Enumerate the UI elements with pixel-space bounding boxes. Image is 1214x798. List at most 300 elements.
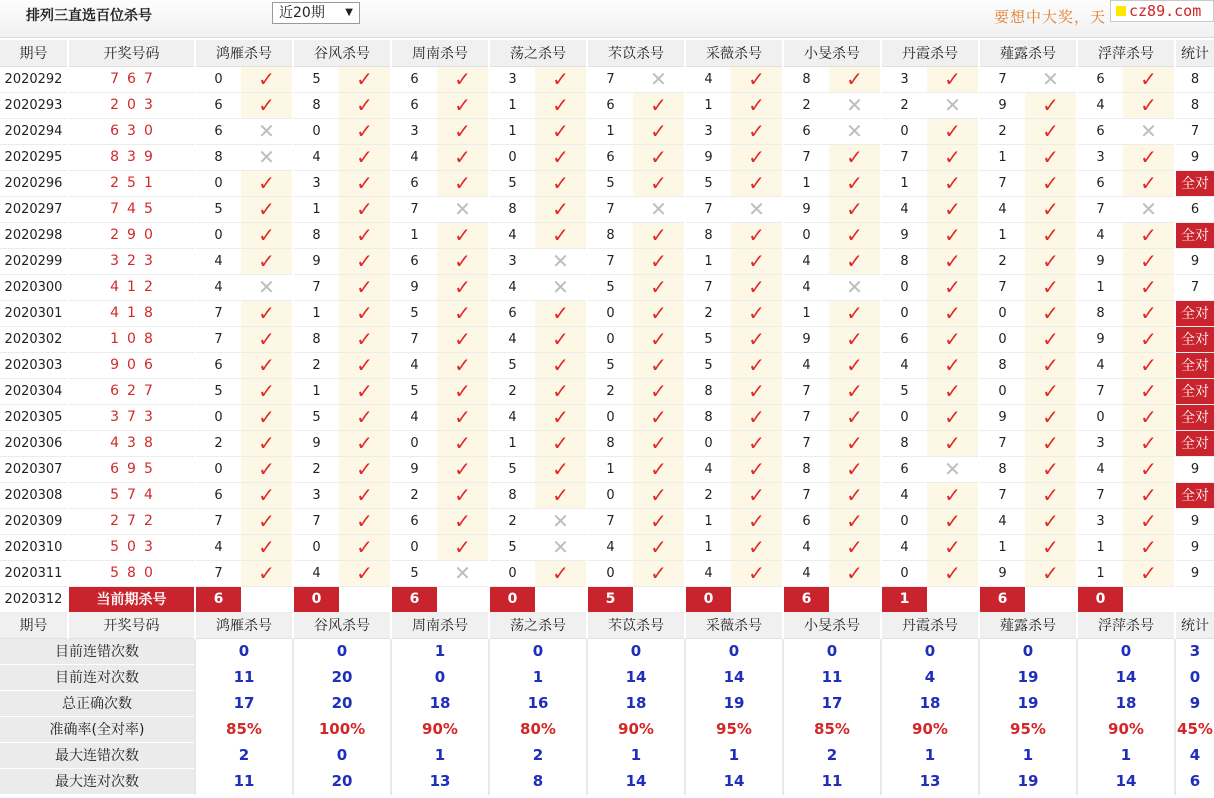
kill-number: 7: [1077, 196, 1123, 222]
kill-number: 4: [391, 144, 437, 170]
summary-value: 95%: [685, 716, 783, 742]
kill-number: 0: [587, 326, 633, 352]
table-row: [0, 66, 1214, 92]
kill-number: 0: [881, 404, 927, 430]
kill-number: 6: [1077, 66, 1123, 92]
kill-number: 5: [195, 196, 241, 222]
kill-number: 1: [881, 170, 927, 196]
cross-icon: ✕: [1123, 196, 1175, 222]
check-icon: ✓: [927, 560, 979, 586]
check-icon: ✓: [633, 430, 685, 456]
issue-number: 2020299: [0, 248, 68, 274]
check-icon: ✓: [633, 352, 685, 378]
summary-value: 18: [1077, 690, 1175, 716]
check-icon: ✓: [241, 352, 293, 378]
col-expert-header: 丹霞杀号: [881, 40, 979, 66]
check-icon: ✓: [535, 560, 587, 586]
kill-number: 7: [979, 274, 1025, 300]
kill-number: 7: [195, 508, 241, 534]
kill-number: 4: [881, 196, 927, 222]
cross-icon: ✕: [829, 92, 881, 118]
check-icon: ✓: [1123, 300, 1175, 326]
summary-stat-value: 4: [1175, 742, 1214, 768]
cross-icon: ✕: [1123, 118, 1175, 144]
kill-number: 7: [293, 274, 339, 300]
check-icon: ✓: [1123, 170, 1175, 196]
summary-value: 20: [293, 768, 391, 794]
kill-number: 0: [979, 300, 1025, 326]
check-icon: ✓: [535, 222, 587, 248]
kill-number: 3: [293, 170, 339, 196]
check-icon: ✓: [1025, 508, 1077, 534]
kill-number: 4: [391, 352, 437, 378]
check-icon: ✓: [633, 170, 685, 196]
check-icon: ✓: [1123, 508, 1175, 534]
col-issue-header: 期号: [0, 612, 68, 638]
check-icon: ✓: [339, 170, 391, 196]
col-expert-header: 芣苡杀号: [587, 40, 685, 66]
check-icon: ✓: [829, 352, 881, 378]
kill-number: 3: [1077, 508, 1123, 534]
summary-value: 1: [685, 742, 783, 768]
summary-value: 14: [1077, 768, 1175, 794]
kill-number: 7: [979, 66, 1025, 92]
kill-number: 4: [881, 482, 927, 508]
col-expert-header: 鸿雁杀号: [195, 612, 293, 638]
check-icon: ✓: [633, 534, 685, 560]
header-row: [0, 612, 1214, 638]
issue-number: 2020306: [0, 430, 68, 456]
summary-row: [0, 690, 1214, 716]
summary-value: 90%: [391, 716, 489, 742]
top-bar: [0, 0, 1214, 38]
check-icon: ✓: [535, 352, 587, 378]
kill-number: 6: [195, 352, 241, 378]
check-icon: ✓: [339, 248, 391, 274]
check-icon: ✓: [241, 378, 293, 404]
check-icon: ✓: [339, 222, 391, 248]
summary-label: 最大连错次数: [0, 742, 195, 768]
check-icon: ✓: [241, 456, 293, 482]
check-icon: ✓: [535, 118, 587, 144]
col-expert-header: 周南杀号: [391, 40, 489, 66]
summary-value: 16: [489, 690, 587, 716]
cross-icon: ✕: [927, 92, 979, 118]
col-expert-header: 小旻杀号: [783, 40, 881, 66]
table-row: [0, 274, 1214, 300]
check-icon: ✓: [339, 482, 391, 508]
check-icon: ✓: [339, 352, 391, 378]
kill-number: 8: [1077, 300, 1123, 326]
check-icon: ✓: [927, 248, 979, 274]
kill-number: 3: [489, 66, 535, 92]
summary-value: 11: [195, 768, 293, 794]
kill-number: 5: [685, 326, 731, 352]
summary-value: 90%: [587, 716, 685, 742]
current-kill-empty: [731, 586, 783, 612]
col-expert-header: 谷风杀号: [293, 612, 391, 638]
summary-stat-value: 3: [1175, 638, 1214, 664]
kill-number: 4: [1077, 456, 1123, 482]
kill-number: 0: [685, 430, 731, 456]
check-icon: ✓: [731, 274, 783, 300]
cross-icon: ✕: [535, 508, 587, 534]
draw-number: 323: [68, 248, 195, 274]
kill-number: 8: [881, 248, 927, 274]
table-row: [0, 144, 1214, 170]
period-select[interactable]: [272, 2, 360, 24]
check-icon: ✓: [829, 222, 881, 248]
summary-value: 13: [391, 768, 489, 794]
check-icon: ✓: [1025, 196, 1077, 222]
issue-number: 2020298: [0, 222, 68, 248]
kill-number: 9: [979, 404, 1025, 430]
kill-number: 0: [293, 534, 339, 560]
current-stat-empty: [1175, 586, 1214, 612]
kill-number: 1: [489, 430, 535, 456]
all-correct-badge: 全对: [1175, 170, 1214, 196]
summary-value: 18: [587, 690, 685, 716]
check-icon: ✓: [927, 352, 979, 378]
draw-number: 574: [68, 482, 195, 508]
correct-count: 7: [1175, 274, 1214, 300]
summary-value: 1: [489, 664, 587, 690]
check-icon: ✓: [633, 404, 685, 430]
kill-number: 0: [489, 144, 535, 170]
kill-number: 2: [979, 118, 1025, 144]
table-row: [0, 456, 1214, 482]
kill-number: 8: [293, 92, 339, 118]
check-icon: ✓: [927, 404, 979, 430]
check-icon: ✓: [339, 196, 391, 222]
current-kill-empty: [1123, 586, 1175, 612]
kill-number: 5: [489, 352, 535, 378]
kill-number: 1: [685, 508, 731, 534]
check-icon: ✓: [633, 144, 685, 170]
col-expert-header: 芣苡杀号: [587, 612, 685, 638]
check-icon: ✓: [437, 222, 489, 248]
summary-label: 目前连错次数: [0, 638, 195, 664]
kill-number: 3: [881, 66, 927, 92]
summary-value: 85%: [783, 716, 881, 742]
kill-number: 2: [783, 92, 829, 118]
check-icon: ✓: [437, 456, 489, 482]
check-icon: ✓: [437, 534, 489, 560]
check-icon: ✓: [927, 222, 979, 248]
check-icon: ✓: [829, 66, 881, 92]
summary-value: 18: [391, 690, 489, 716]
check-icon: ✓: [241, 170, 293, 196]
kill-number: 1: [489, 118, 535, 144]
check-icon: ✓: [535, 430, 587, 456]
check-icon: ✓: [535, 326, 587, 352]
draw-number: 630: [68, 118, 195, 144]
check-icon: ✓: [633, 248, 685, 274]
check-icon: ✓: [437, 352, 489, 378]
kill-number: 7: [979, 430, 1025, 456]
check-icon: ✓: [339, 92, 391, 118]
correct-count: 7: [1175, 118, 1214, 144]
check-icon: ✓: [633, 222, 685, 248]
check-icon: ✓: [829, 534, 881, 560]
kill-number: 5: [293, 404, 339, 430]
site-logo[interactable]: [1110, 0, 1214, 22]
check-icon: ✓: [339, 404, 391, 430]
kill-number: 2: [979, 248, 1025, 274]
kill-number: 1: [685, 534, 731, 560]
kill-number: 7: [979, 170, 1025, 196]
all-correct-badge: 全对: [1175, 300, 1214, 326]
kill-number: 8: [685, 378, 731, 404]
issue-number: 2020296: [0, 170, 68, 196]
check-icon: ✓: [339, 456, 391, 482]
kill-number: 7: [685, 196, 731, 222]
kill-number: 6: [195, 482, 241, 508]
kill-number: 4: [685, 560, 731, 586]
check-icon: ✓: [437, 66, 489, 92]
summary-row: [0, 742, 1214, 768]
kill-number: 6: [391, 508, 437, 534]
check-icon: ✓: [1025, 222, 1077, 248]
check-icon: ✓: [1025, 378, 1077, 404]
summary-value: 80%: [489, 716, 587, 742]
kill-number: 7: [1077, 482, 1123, 508]
draw-number: 251: [68, 170, 195, 196]
kill-number: 0: [1077, 404, 1123, 430]
correct-count: 9: [1175, 560, 1214, 586]
check-icon: ✓: [829, 300, 881, 326]
kill-number: 4: [489, 274, 535, 300]
summary-value: 0: [391, 664, 489, 690]
kill-number: 8: [195, 144, 241, 170]
check-icon: ✓: [927, 508, 979, 534]
kill-number: 0: [293, 118, 339, 144]
kill-number: 4: [979, 196, 1025, 222]
check-icon: ✓: [927, 118, 979, 144]
summary-value: 17: [783, 690, 881, 716]
col-expert-header: 采薇杀号: [685, 612, 783, 638]
check-icon: ✓: [339, 378, 391, 404]
summary-value: 11: [783, 664, 881, 690]
check-icon: ✓: [241, 404, 293, 430]
check-icon: ✓: [535, 144, 587, 170]
check-icon: ✓: [339, 560, 391, 586]
kill-number: 6: [1077, 118, 1123, 144]
kill-number: 9: [881, 222, 927, 248]
kill-number: 1: [685, 248, 731, 274]
kill-number: 7: [293, 508, 339, 534]
kill-number: 7: [587, 196, 633, 222]
draw-number: 839: [68, 144, 195, 170]
check-icon: ✓: [927, 170, 979, 196]
check-icon: ✓: [241, 66, 293, 92]
kill-number: 2: [489, 378, 535, 404]
kill-number: 6: [489, 300, 535, 326]
kill-number: 0: [587, 482, 633, 508]
check-icon: ✓: [437, 508, 489, 534]
table-row: [0, 118, 1214, 144]
summary-value: 14: [587, 768, 685, 794]
summary-stat-value: 9: [1175, 690, 1214, 716]
all-correct-badge: 全对: [1175, 404, 1214, 430]
issue-number: 2020304: [0, 378, 68, 404]
check-icon: ✓: [437, 118, 489, 144]
table-row: [0, 196, 1214, 222]
kill-number: 6: [1077, 170, 1123, 196]
current-period-row: [0, 586, 1214, 612]
table-row: [0, 378, 1214, 404]
draw-number: 290: [68, 222, 195, 248]
check-icon: ✓: [241, 534, 293, 560]
issue-number: 2020300: [0, 274, 68, 300]
kill-number: 2: [391, 482, 437, 508]
kill-number: 0: [881, 300, 927, 326]
kill-number: 9: [979, 560, 1025, 586]
draw-number: 272: [68, 508, 195, 534]
check-icon: ✓: [339, 534, 391, 560]
check-icon: ✓: [633, 482, 685, 508]
kill-number: 1: [293, 300, 339, 326]
issue-number: 2020310: [0, 534, 68, 560]
kill-number: 8: [783, 66, 829, 92]
check-icon: ✓: [1123, 326, 1175, 352]
kill-number: 8: [489, 482, 535, 508]
kill-number: 7: [391, 326, 437, 352]
current-kill-empty: [339, 586, 391, 612]
summary-value: 0: [1077, 638, 1175, 664]
check-icon: ✓: [1123, 430, 1175, 456]
current-kill-number: 0: [1077, 586, 1123, 612]
check-icon: ✓: [1123, 560, 1175, 586]
col-expert-header: 鸿雁杀号: [195, 40, 293, 66]
kill-number: 8: [293, 326, 339, 352]
kill-number: 5: [195, 378, 241, 404]
kill-number: 6: [881, 326, 927, 352]
kill-number: 6: [881, 456, 927, 482]
check-icon: ✓: [437, 482, 489, 508]
kill-number: 1: [783, 300, 829, 326]
kill-number: 6: [391, 248, 437, 274]
kill-number: 5: [293, 66, 339, 92]
check-icon: ✓: [339, 66, 391, 92]
kill-number: 9: [293, 248, 339, 274]
check-icon: ✓: [1123, 456, 1175, 482]
summary-value: 2: [489, 742, 587, 768]
check-icon: ✓: [731, 300, 783, 326]
summary-value: 1: [979, 742, 1077, 768]
kill-number: 2: [489, 508, 535, 534]
cross-icon: ✕: [535, 248, 587, 274]
issue-number: 2020305: [0, 404, 68, 430]
check-icon: ✓: [241, 326, 293, 352]
kill-number: 4: [1077, 92, 1123, 118]
kill-number: 4: [881, 352, 927, 378]
check-icon: ✓: [1025, 404, 1077, 430]
kill-number: 7: [783, 144, 829, 170]
summary-value: 1: [881, 742, 979, 768]
current-kill-number: 1: [881, 586, 927, 612]
kill-number: 9: [391, 456, 437, 482]
check-icon: ✓: [633, 560, 685, 586]
summary-row: [0, 768, 1214, 794]
check-icon: ✓: [241, 248, 293, 274]
kill-number: 7: [587, 508, 633, 534]
kill-number: 0: [391, 430, 437, 456]
check-icon: ✓: [437, 378, 489, 404]
kill-number: 0: [195, 170, 241, 196]
check-icon: ✓: [1025, 248, 1077, 274]
kill-number: 0: [979, 326, 1025, 352]
summary-row: [0, 638, 1214, 664]
check-icon: ✓: [437, 248, 489, 274]
check-icon: ✓: [731, 326, 783, 352]
summary-value: 19: [685, 690, 783, 716]
kill-number: 5: [685, 170, 731, 196]
issue-number: 2020309: [0, 508, 68, 534]
all-correct-badge: 全对: [1175, 352, 1214, 378]
kill-number: 1: [979, 534, 1025, 560]
check-icon: ✓: [927, 430, 979, 456]
check-icon: ✓: [437, 430, 489, 456]
check-icon: ✓: [731, 404, 783, 430]
check-icon: ✓: [731, 222, 783, 248]
kill-number: 9: [783, 196, 829, 222]
kill-number: 9: [783, 326, 829, 352]
kill-number: 7: [587, 66, 633, 92]
check-icon: ✓: [241, 222, 293, 248]
check-icon: ✓: [1025, 456, 1077, 482]
correct-count: 9: [1175, 534, 1214, 560]
check-icon: ✓: [1025, 170, 1077, 196]
check-icon: ✓: [1123, 404, 1175, 430]
kill-number: 2: [587, 378, 633, 404]
kill-number: 2: [685, 482, 731, 508]
check-icon: ✓: [731, 560, 783, 586]
kill-number: 7: [685, 274, 731, 300]
correct-count: 8: [1175, 66, 1214, 92]
check-icon: ✓: [437, 326, 489, 352]
kill-number: 8: [685, 404, 731, 430]
check-icon: ✓: [731, 378, 783, 404]
draw-number: 503: [68, 534, 195, 560]
check-icon: ✓: [731, 118, 783, 144]
kill-number: 4: [195, 248, 241, 274]
kill-number: 7: [979, 482, 1025, 508]
check-icon: ✓: [633, 92, 685, 118]
check-icon: ✓: [241, 482, 293, 508]
kill-number: 4: [1077, 222, 1123, 248]
kill-number: 8: [587, 430, 633, 456]
kill-number: 5: [489, 534, 535, 560]
check-icon: ✓: [1123, 66, 1175, 92]
kill-number: 6: [587, 144, 633, 170]
check-icon: ✓: [927, 534, 979, 560]
current-issue-number: 2020312: [0, 586, 68, 612]
check-icon: ✓: [437, 92, 489, 118]
kill-number: 5: [685, 352, 731, 378]
correct-count: 9: [1175, 144, 1214, 170]
check-icon: ✓: [1123, 222, 1175, 248]
check-icon: ✓: [731, 430, 783, 456]
current-kill-number: 6: [195, 586, 241, 612]
issue-number: 2020295: [0, 144, 68, 170]
kill-number: 9: [1077, 248, 1123, 274]
kill-number: 2: [293, 456, 339, 482]
kill-number: 9: [685, 144, 731, 170]
check-icon: ✓: [731, 482, 783, 508]
summary-value: 0: [489, 638, 587, 664]
check-icon: ✓: [1123, 274, 1175, 300]
